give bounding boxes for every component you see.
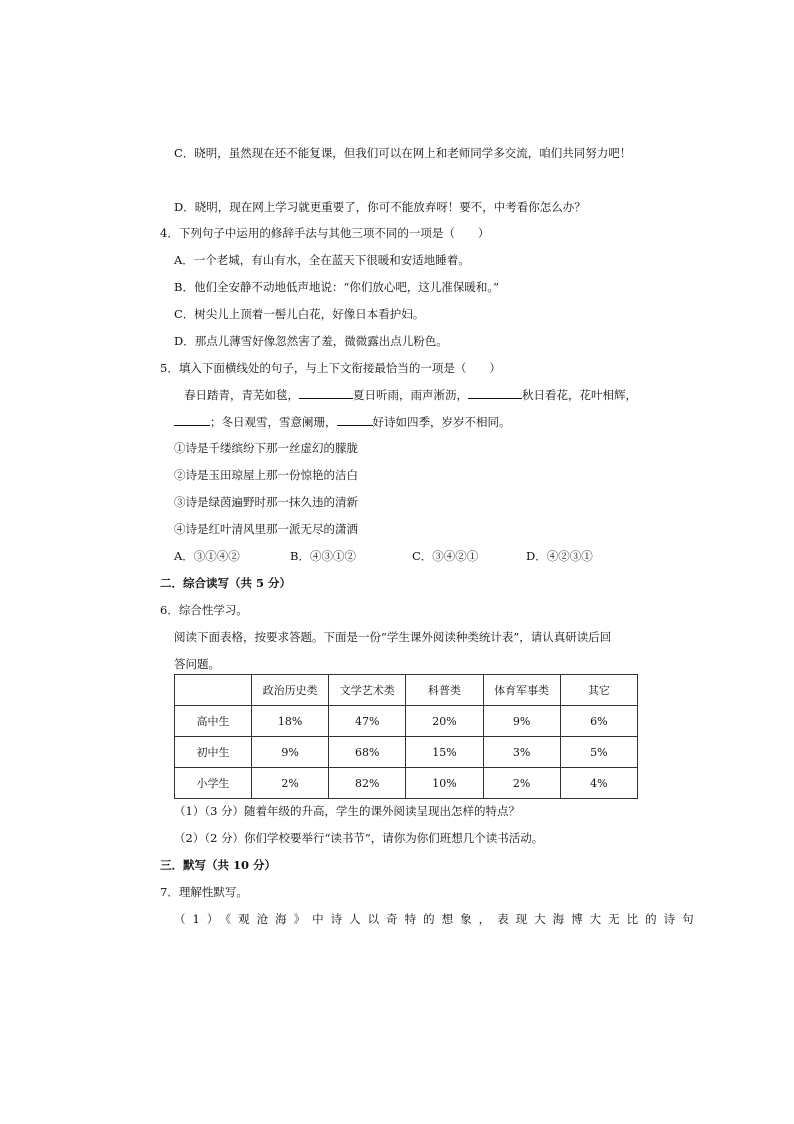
table-header-cell [175, 675, 252, 706]
question-4-option-a: A．一个老城，有山有水，全在蓝天下很暖和安适地睡着。 [174, 253, 470, 267]
option-d: D．晓明，现在网上学习就更重要了，你可不能放弃呀！要不，中考看你怎么办？ [174, 200, 586, 214]
table-cell: 15% [406, 737, 483, 768]
question-6-sub-1: （1）（3 分）随着年级的升高，学生的课外阅读呈现出怎样的特点？ [174, 804, 521, 818]
passage-part-4: ；冬日观雪，雪意阑珊， [210, 415, 337, 429]
question-4-option-d: D．那点儿薄雪好像忽然害了羞，微微露出点儿粉色。 [174, 334, 448, 348]
table-cell: 5% [560, 737, 637, 768]
question-4-stem: 4．下列句子中运用的修辞手法与其他三项不同的一项是（ ） [160, 226, 490, 240]
question-6-intro-line-2: 答问题。 [174, 657, 220, 671]
option-c: C．晓明，虽然现在还不能复课，但我们可以在网上和老师同学多交流，咱们共同努力吧！ [174, 146, 632, 160]
section-3-heading: 三．默写（共 10 分） [160, 858, 277, 872]
table-header-cell: 体育军事类 [483, 675, 560, 706]
table-row [175, 768, 638, 799]
table-header-cell: 文学艺术类 [329, 675, 406, 706]
table-header-cell: 科普类 [406, 675, 483, 706]
blank-3 [174, 413, 210, 426]
table-cell: 9% [483, 706, 560, 737]
question-5-choice-b: B．④③①② [290, 549, 356, 563]
question-5-passage-line-2 [174, 413, 511, 430]
question-4-option-c: C．树尖儿上顶着一髻儿白花，好像日本看护妇。 [174, 307, 425, 321]
question-6-stem: 6．综合性学习。 [160, 603, 248, 617]
reading-statistics-table [174, 674, 638, 799]
passage-part-5: 好诗如四季，岁岁不相同。 [372, 415, 511, 429]
table-cell: 2% [483, 768, 560, 799]
question-5-choice-d: D．④②③① [526, 549, 593, 563]
table-cell: 68% [329, 737, 406, 768]
section-2-heading: 二．综合读写（共 5 分） [160, 576, 292, 590]
blank-4 [337, 413, 373, 426]
table-cell: 2% [252, 768, 329, 799]
passage-part-2: 夏日听雨，雨声淅沥， [353, 388, 468, 402]
question-5-choice-a: A．③①④② [174, 549, 240, 563]
question-5-item-3: ③诗是绿茵遍野时那一抹久违的清新 [174, 495, 358, 509]
question-6-sub-2: （2）（2 分）你们学校要举行“读书节”，请你为你们班想几个读书活动。 [174, 831, 544, 845]
question-7-sub-1: （1）《观沧海》中诗人以奇特的想象，表现大海博大无比的诗句 [174, 912, 701, 926]
table-cell: 4% [560, 768, 637, 799]
table-cell: 20% [406, 706, 483, 737]
question-5-stem: 5．填入下面横线处的句子，与上下文衔接最恰当的一项是（ ） [160, 361, 501, 375]
table-cell: 82% [329, 768, 406, 799]
question-4-option-b: B．他们全安静不动地低声地说：“你们放心吧，这儿准保暖和。” [174, 280, 499, 294]
question-5-item-1: ①诗是千缕缤纷下那一丝虚幻的朦胧 [174, 441, 358, 455]
table-cell: 18% [252, 706, 329, 737]
question-5-item-4: ④诗是红叶清风里那一派无尽的潇洒 [174, 522, 358, 536]
table-header-cell: 其它 [560, 675, 637, 706]
table-header-cell: 政治历史类 [252, 675, 329, 706]
passage-part-3: 秋日看花，花叶相辉， [522, 388, 637, 402]
table-row-label: 初中生 [175, 737, 252, 768]
blank-2 [468, 386, 522, 399]
table-cell: 9% [252, 737, 329, 768]
table-cell: 6% [560, 706, 637, 737]
blank-1 [299, 386, 353, 399]
passage-part-1: 春日踏青，青芜如毯， [184, 388, 299, 402]
table-row [175, 737, 638, 768]
question-5-passage-line-1 [184, 386, 637, 403]
question-7-stem: 7．理解性默写。 [160, 885, 248, 899]
question-5-choice-c: C．③④②① [412, 549, 479, 563]
table-cell: 3% [483, 737, 560, 768]
question-5-item-2: ②诗是玉田琼屋上那一份惊艳的洁白 [174, 468, 358, 482]
table-row-label: 小学生 [175, 768, 252, 799]
question-6-intro-line-1: 阅读下面表格，按要求答题。下面是一份“学生课外阅读种类统计表”，请认真研读后回 [174, 630, 612, 644]
table-row-label: 高中生 [175, 706, 252, 737]
table-row [175, 706, 638, 737]
table-header-row [175, 675, 638, 706]
table-cell: 47% [329, 706, 406, 737]
table-cell: 10% [406, 768, 483, 799]
